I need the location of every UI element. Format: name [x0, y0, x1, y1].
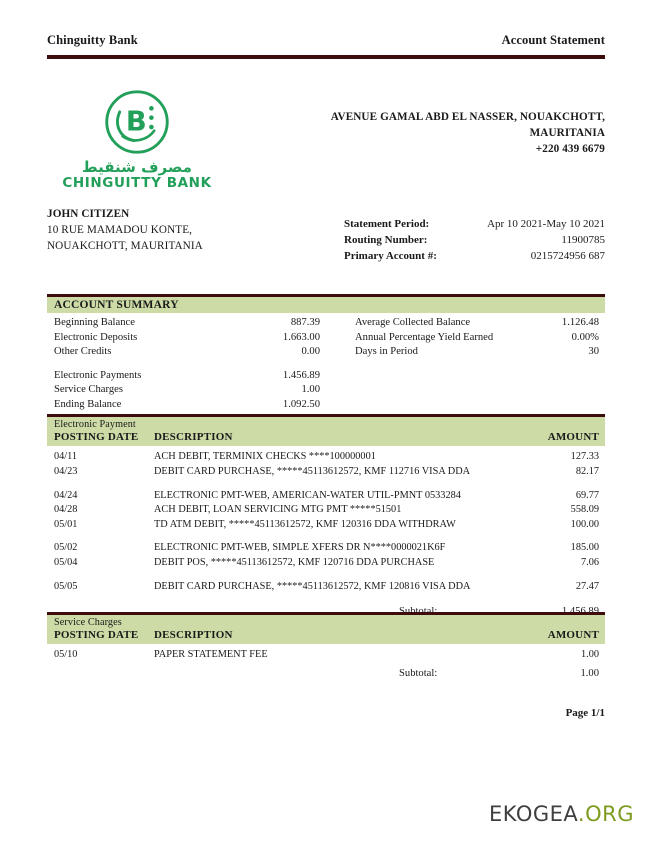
meta-label: Statement Period:: [344, 218, 430, 230]
row-description: TD ATM DEBIT, *****45113612572, KMF 120316 DDA WITHDRAW: [154, 518, 456, 530]
row-description: DEBIT POS, *****45113612572, KMF 120716 DDA PURCHASE: [154, 557, 435, 569]
column-header-description: DESCRIPTION: [154, 431, 233, 444]
summary-value: 1.126.48: [561, 317, 599, 328]
account-summary-left-column: [47, 316, 326, 413]
table-row: [47, 465, 605, 480]
bank-phone: +220 439 6679: [535, 142, 605, 155]
summary-value: 1.456.89: [282, 369, 320, 381]
row-description: ELECTRONIC PMT-WEB, AMERICAN-WATER UTIL-PMNT 0533284: [154, 489, 461, 501]
bank-logo-icon: [101, 86, 173, 158]
column-header-amount: AMOUNT: [547, 629, 599, 642]
summary-value: 1.00: [301, 384, 320, 396]
header-divider: [47, 55, 605, 59]
page-number: Page 1/1: [565, 707, 605, 719]
subtotal-spacer: [54, 667, 399, 682]
summary-label: Annual Percentage Yield Earned: [355, 331, 494, 343]
row-date: 04/24: [54, 489, 78, 501]
row-date: 04/28: [54, 504, 78, 516]
summary-row: [47, 345, 326, 360]
subtotal-label: Subtotal:: [399, 668, 438, 680]
bank-address-line-2: MAURITANIA: [529, 126, 605, 139]
meta-row: [344, 233, 605, 249]
summary-row: [348, 316, 605, 331]
customer-name: JOHN CITIZEN: [47, 208, 130, 220]
table-row: [47, 556, 605, 571]
meta-row: [344, 249, 605, 265]
account-summary-section: [47, 294, 605, 413]
row-date: 05/05: [54, 580, 78, 592]
summary-spacer: [47, 360, 326, 369]
summary-label: Days in Period: [355, 346, 418, 358]
account-summary-title: ACCOUNT SUMMARY: [54, 299, 179, 311]
summary-value: 1.092.50: [282, 399, 320, 411]
meta-value: 11900785: [561, 233, 605, 246]
table-row: [47, 450, 605, 465]
meta-row: [344, 217, 605, 233]
summary-row: [348, 331, 605, 346]
meta-label: Routing Number:: [344, 233, 428, 246]
row-date: 05/04: [54, 557, 78, 569]
summary-label: Service Charges: [54, 384, 123, 396]
row-description: PAPER STATEMENT FEE: [154, 649, 268, 661]
summary-row: [47, 369, 326, 384]
summary-label: Electronic Payments: [54, 369, 142, 381]
service-charges-title: Service Charges: [54, 617, 122, 628]
table-row: [47, 541, 605, 556]
column-header-amount: AMOUNT: [547, 431, 599, 444]
row-amount: 558.09: [570, 504, 599, 516]
row-date: 04/23: [54, 466, 78, 478]
row-description: ELECTRONIC PMT-WEB, SIMPLE XFERS DR N****0000021K6F: [154, 542, 446, 554]
watermark-name: EKOGEA: [488, 802, 578, 826]
summary-label: Average Collected Balance: [355, 317, 471, 328]
row-amount: 1.00: [580, 649, 599, 661]
row-amount: 100.00: [570, 518, 599, 530]
summary-label: Other Credits: [54, 346, 112, 358]
table-row: [47, 580, 605, 595]
row-amount: 7.06: [580, 557, 599, 569]
row-amount: 27.47: [575, 580, 599, 592]
watermark-tld: .ORG: [577, 802, 634, 826]
table-row: [47, 648, 605, 663]
bank-logo: [62, 86, 212, 191]
electronic-payment-rows: [47, 446, 605, 594]
table-row: [47, 503, 605, 518]
row-date: 04/11: [54, 451, 78, 463]
service-charges-header: [47, 612, 605, 644]
site-watermark: [489, 802, 634, 826]
summary-value: 0.00%: [571, 331, 599, 343]
summary-value: 887.39: [290, 317, 320, 328]
customer-address-line-1: 10 RUE MAMADOU KONTE,: [47, 223, 193, 236]
table-row: [47, 489, 605, 504]
electronic-payment-title: Electronic Payment: [54, 419, 136, 430]
row-description: DEBIT CARD PURCHASE, *****45113612572, KMF 112716 VISA DDA: [154, 466, 471, 478]
row-description: DEBIT CARD PURCHASE, *****45113612572, KMF 120816 VISA DDA: [154, 580, 471, 592]
meta-label: Primary Account #:: [344, 249, 437, 262]
meta-value: 0215724956 687: [530, 249, 605, 262]
summary-label: Beginning Balance: [54, 317, 135, 328]
summary-value: 0.00: [301, 346, 320, 358]
svg-text:B: B: [125, 106, 147, 138]
row-amount: 82.17: [575, 466, 599, 478]
summary-row: [47, 398, 326, 413]
service-charges-subtotal: [47, 667, 605, 682]
row-date: 05/10: [54, 649, 78, 661]
summary-value: 30: [588, 346, 599, 358]
row-description: ACH DEBIT, TERMINIX CHECKS ****100000001: [154, 451, 376, 463]
row-date: 05/02: [54, 542, 78, 554]
service-charges-column-headers: [54, 629, 599, 642]
bank-logo-latin-name: CHINGUITTY BANK: [62, 174, 212, 191]
document-title: Account Statement: [501, 33, 605, 47]
bank-logo-arabic-name: مصرف شنقيط: [82, 158, 192, 176]
document-header: [47, 33, 605, 48]
account-summary-body: [47, 313, 605, 413]
row-date: 05/01: [54, 518, 78, 530]
subtotal-amount: 1.00: [580, 668, 599, 680]
service-charges-rows: [47, 644, 605, 663]
summary-row: [47, 383, 326, 398]
customer-address-line-2: NOUAKCHOTT, MAURITANIA: [47, 239, 203, 252]
customer-block: [47, 207, 203, 255]
electronic-payment-header: [47, 414, 605, 446]
meta-value: Apr 10 2021-May 10 2021: [487, 218, 605, 230]
row-amount: 69.77: [575, 489, 599, 501]
summary-row: [47, 331, 326, 346]
electronic-payment-section: [47, 414, 605, 620]
row-amount: 127.33: [570, 451, 599, 463]
summary-value: 1.663.00: [282, 331, 320, 343]
column-header-posting-date: POSTING DATE: [54, 629, 139, 642]
summary-label: Electronic Deposits: [54, 331, 138, 343]
column-header-posting-date: POSTING DATE: [54, 431, 139, 444]
statement-meta: [344, 217, 605, 265]
row-amount: 185.00: [570, 542, 599, 554]
column-header-description: DESCRIPTION: [154, 629, 233, 642]
account-summary-right-column: [326, 316, 605, 413]
row-description: ACH DEBIT, LOAN SERVICING MTG PMT *****51501: [154, 504, 402, 516]
electronic-payment-column-headers: [54, 431, 599, 444]
account-summary-header: [47, 294, 605, 313]
bank-address-line-1: AVENUE GAMAL ABD EL NASSER, NOUAKCHOTT,: [330, 111, 605, 123]
summary-label: Ending Balance: [54, 399, 122, 411]
bank-address: [305, 110, 605, 158]
bank-name-header: Chinguitty Bank: [47, 33, 138, 47]
service-charges-section: [47, 612, 605, 682]
summary-row: [348, 345, 605, 360]
summary-row: [47, 316, 326, 331]
table-row: [47, 518, 605, 533]
